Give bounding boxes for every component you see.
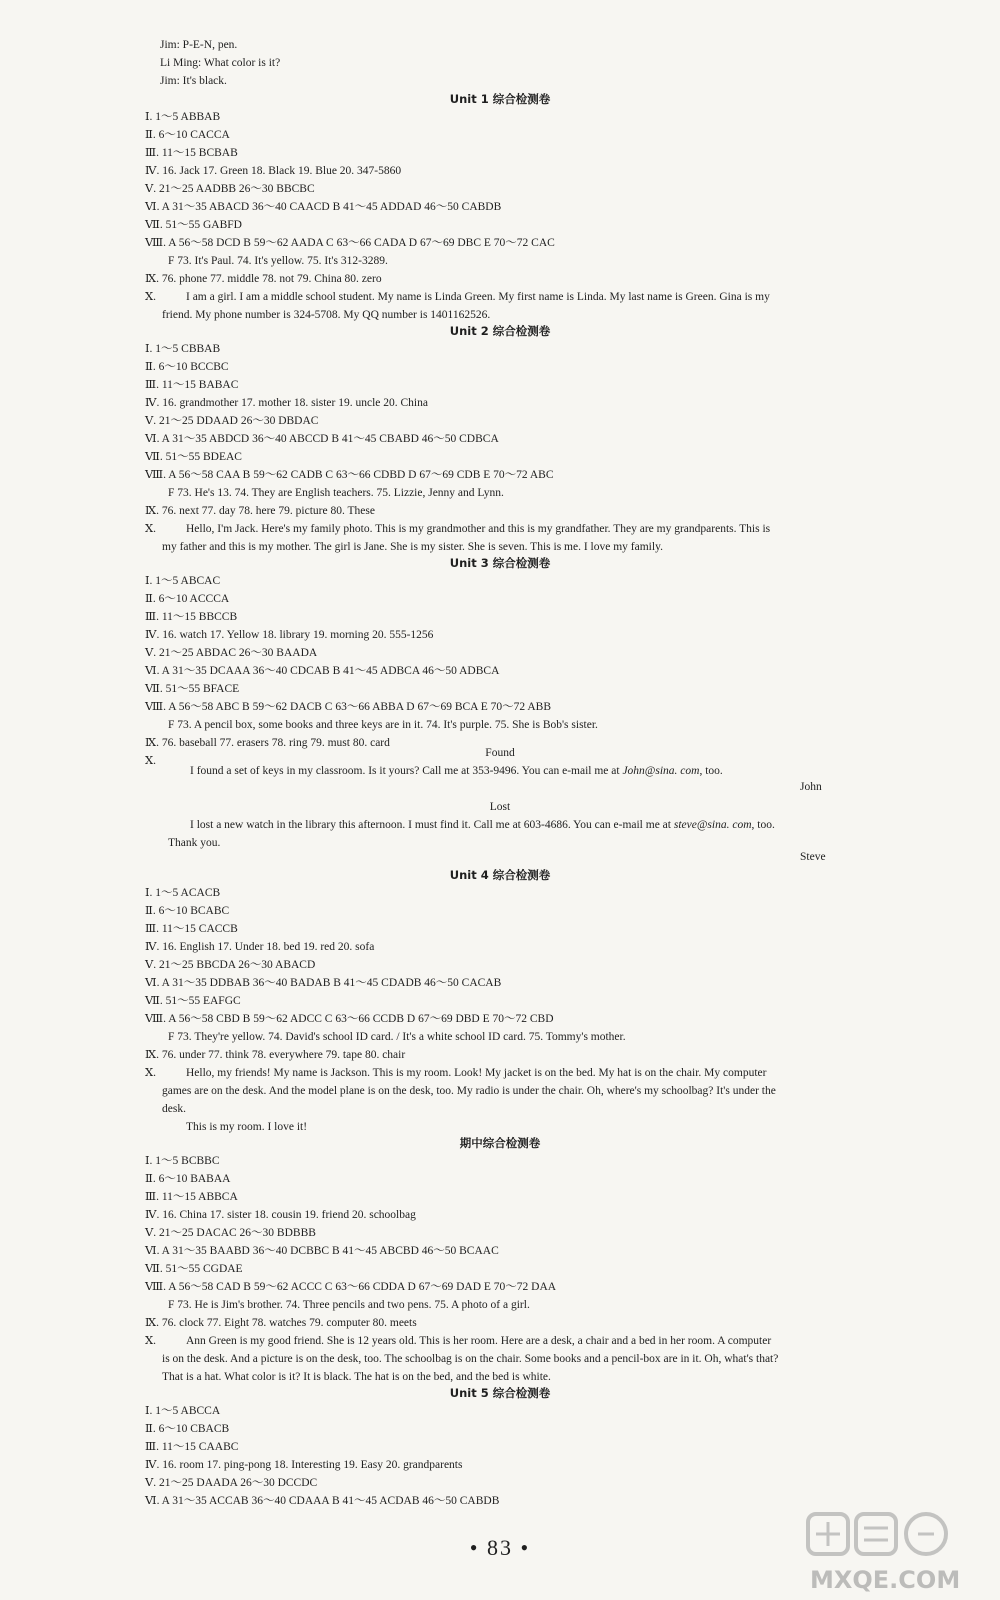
answer-line: Ⅴ. 21～25 BBCDA 26～30 ABACD — [145, 959, 316, 971]
notice-heading-found: Found — [485, 747, 515, 759]
writing-line: Thank you. — [168, 837, 221, 849]
answer-line: Ⅳ. 16. watch 17. Yellow 18. library 19. morning 20. 555-1256 — [145, 629, 434, 641]
answer-line: Ⅷ. A 56～58 CAD B 59～62 ACCC C 63～66 CDDA D 67～69 DAD E 70～72 DAA — [145, 1281, 557, 1293]
answer-line: Ⅰ. 1～5 BCBBC — [145, 1155, 220, 1167]
answer-line: F 73. He's 13. 74. They are English teachers. 75. Lizzie, Jenny and Lynn. — [168, 487, 504, 499]
answer-line: Ⅷ. A 56～58 CAA B 59～62 CADB C 63～66 CDBD D 67～69 CDB E 70～72 ABC — [145, 469, 554, 481]
writing-label: Ⅹ. — [145, 755, 157, 767]
answer-line: Ⅵ. A 31～35 DCAAA 36～40 CDCAB B 41～45 ADBCA 46～50 ADBCA — [145, 665, 500, 677]
writing-line: my father and this is my mother. The girl is Jane. She is my sister. She is seven. This is me. I love my family. — [162, 541, 663, 553]
answer-line: Ⅸ. 76. baseball 77. erasers 78. ring 79. must 80. card — [145, 737, 390, 749]
page-number: • 83 • — [469, 1535, 531, 1560]
answer-line: Ⅶ. 51～55 CGDAE — [145, 1263, 243, 1275]
writing-label: Ⅹ. — [145, 523, 157, 535]
answer-line: Ⅵ. A 31～35 DDBAB 36～40 BADAB B 41～45 CDADB 46～50 CACAB — [145, 977, 502, 989]
answer-line: Ⅱ. 6～10 BCABC — [145, 905, 230, 917]
answer-line: Ⅴ. 21～25 DACAC 26～30 BDBBB — [145, 1227, 316, 1239]
answer-line: F 73. He is Jim's brother. 74. Three pencils and two pens. 75. A photo of a girl. — [168, 1299, 530, 1311]
answer-line: Ⅲ. 11～15 ABBCA — [145, 1191, 238, 1203]
answer-line: Ⅰ. 1～5 ABBAB — [145, 111, 221, 123]
answer-line: F 73. A pencil box, some books and three keys are in it. 74. It's purple. 75. She is Bob's sister. — [168, 719, 598, 731]
answer-line: Ⅳ. 16. grandmother 17. mother 18. sister 19. uncle 20. China — [145, 397, 428, 409]
answer-line: Ⅱ. 6～10 CBACB — [145, 1423, 230, 1435]
answer-line: Ⅳ. 16. room 17. ping-pong 18. Interesting 19. Easy 20. grandparents — [145, 1459, 463, 1471]
writing-line: desk. — [162, 1103, 186, 1115]
answer-line: Ⅰ. 1～5 ABCAC — [145, 575, 221, 587]
answer-line: Ⅶ. 51～55 GABFD — [145, 219, 242, 231]
answer-line: Ⅱ. 6～10 BABAA — [145, 1173, 231, 1185]
writing-line: Ann Green is my good friend. She is 12 years old. This is her room. Here are a desk, a chair and a bed in her room. A computer — [186, 1335, 772, 1347]
answer-line: Ⅱ. 6～10 CACCA — [145, 129, 230, 141]
section-title-unit-1: Unit 1 综合检测卷 — [449, 92, 551, 106]
watermark-text: MXQE.COM — [810, 1566, 961, 1594]
answer-line: F 73. It's Paul. 74. It's yellow. 75. It's 312-3289. — [168, 255, 388, 267]
writing-line: This is my room. I love it! — [186, 1121, 308, 1133]
signature-john: John — [800, 781, 822, 793]
answer-line: Ⅸ. 76. phone 77. middle 78. not 79. China 80. zero — [145, 273, 382, 285]
signature-steve: Steve — [800, 851, 826, 863]
answer-line: Ⅶ. 51～55 BFACE — [145, 683, 240, 695]
answer-line: Ⅲ. 11～15 CACCB — [145, 923, 238, 935]
answer-line: Ⅴ. 21～25 ABDAC 26～30 BAADA — [145, 647, 318, 659]
watermark-logo-icon — [800, 1508, 990, 1598]
writing-label: Ⅹ. — [145, 1335, 157, 1347]
answer-line: Ⅵ. A 31～35 ABACD 36～40 CAACD B 41～45 ADDAD 46～50 CABDB — [145, 201, 502, 213]
answer-line: Ⅲ. 11～15 BCBAB — [145, 147, 238, 159]
writing-line: games are on the desk. And the model plane is on the desk, too. My radio is under the chair. Oh, where's my schoolbag? It's under the — [162, 1085, 776, 1097]
answer-line: Ⅷ. A 56～58 ABC B 59～62 DACB C 63～66 ABBA D 67～69 BCA E 70～72 ABB — [145, 701, 551, 713]
answer-line: Ⅴ. 21～25 DAADA 26～30 DCCDC — [145, 1477, 318, 1489]
answer-line: Ⅷ. A 56～58 DCD B 59～62 AADA C 63～66 CADA D 67～69 DBC E 70～72 CAC — [145, 237, 555, 249]
answer-line: Ⅶ. 51～55 EAFGC — [145, 995, 241, 1007]
answer-line: Ⅵ. A 31～35 ACCAB 36～40 CDAAA B 41～45 ACDAB 46～50 CABDB — [145, 1495, 500, 1507]
writing-label: Ⅹ. — [145, 291, 157, 303]
writing-line: That is a hat. What color is it? It is black. The hat is on the bed, and the bed is white. — [162, 1371, 551, 1383]
writing-line: is on the desk. And a picture is on the desk, too. The schoolbag is on the chair. Some books and a pencil-box are in it. Oh, what's that? — [162, 1353, 779, 1365]
answer-line: Ⅷ. A 56～58 CBD B 59～62 ADCC C 63～66 CCDB D 67～69 DBD E 70～72 CBD — [145, 1013, 554, 1025]
section-title-unit-2: Unit 2 综合检测卷 — [449, 324, 551, 338]
intro-line: Jim: P-E-N, pen. — [160, 39, 238, 51]
writing-line: Hello, I'm Jack. Here's my family photo. This is my grandmother and this is my grandfather. They are my grandparents. This is — [186, 523, 771, 535]
answer-line: Ⅲ. 11～15 CAABC — [145, 1441, 239, 1453]
section-title-midterm: 期中综合检测卷 — [459, 1136, 541, 1150]
writing-line: Hello, my friends! My name is Jackson. This is my room. Look! My jacket is on the bed. My hat is on the chair. My computer — [186, 1067, 767, 1079]
answer-line: Ⅳ. 16. English 17. Under 18. bed 19. red 20. sofa — [145, 941, 375, 953]
answer-line: Ⅰ. 1～5 CBBAB — [145, 343, 221, 355]
writing-line: I lost a new watch in the library this afternoon. I must find it. Call me at 603-4686. You can e-mail me at steve@sina. com, too. — [190, 819, 775, 831]
answer-line: Ⅲ. 11～15 BBCCB — [145, 611, 238, 623]
answer-line: Ⅵ. A 31～35 BAABD 36～40 DCBBC B 41～45 ABCBD 46～50 BCAAC — [145, 1245, 499, 1257]
answer-line: Ⅸ. 76. under 77. think 78. everywhere 79. tape 80. chair — [145, 1049, 406, 1061]
answer-line: Ⅶ. 51～55 BDEAC — [145, 451, 242, 463]
writing-line: friend. My phone number is 324-5708. My QQ number is 1401162526. — [162, 309, 491, 321]
writing-line: I am a girl. I am a middle school student. My name is Linda Green. My first name is Linda. My last name is Green. Gina is my — [186, 291, 770, 303]
writing-label: Ⅹ. — [145, 1067, 157, 1079]
notice-heading-lost: Lost — [489, 801, 511, 813]
answer-line: Ⅱ. 6～10 BCCBC — [145, 361, 229, 373]
intro-line: Jim: It's black. — [160, 75, 227, 87]
answer-line: F 73. They're yellow. 74. David's school ID card. / It's a white school ID card. 75. Tommy's mother. — [168, 1031, 626, 1043]
answer-line: Ⅲ. 11～15 BABAC — [145, 379, 239, 391]
answer-line: Ⅸ. 76. clock 77. Eight 78. watches 79. computer 80. meets — [145, 1317, 417, 1329]
answer-line: Ⅳ. 16. Jack 17. Green 18. Black 19. Blue 20. 347-5860 — [145, 165, 402, 177]
intro-line: Li Ming: What color is it? — [160, 57, 281, 69]
writing-line: I found a set of keys in my classroom. Is it yours? Call me at 353-9496. You can e-mail me at John@sina. com, too. — [190, 765, 723, 777]
answer-line: Ⅰ. 1～5 ACACB — [145, 887, 221, 899]
answer-line: Ⅵ. A 31～35 ABDCD 36～40 ABCCD B 41～45 CBABD 46～50 CDBCA — [145, 433, 499, 445]
section-title-unit-4: Unit 4 综合检测卷 — [449, 868, 551, 882]
section-title-unit-3: Unit 3 综合检测卷 — [449, 556, 551, 570]
answer-line: Ⅴ. 21～25 DDAAD 26～30 DBDAC — [145, 415, 319, 427]
answer-line: Ⅸ. 76. next 77. day 78. here 79. picture 80. These — [145, 505, 375, 517]
answer-line: Ⅱ. 6～10 ACCCA — [145, 593, 230, 605]
answer-line: Ⅴ. 21～25 AADBB 26～30 BBCBC — [145, 183, 315, 195]
answer-line: Ⅰ. 1～5 ABCCA — [145, 1405, 221, 1417]
answer-line: Ⅳ. 16. China 17. sister 18. cousin 19. friend 20. schoolbag — [145, 1209, 416, 1221]
section-title-unit-5: Unit 5 综合检测卷 — [449, 1386, 551, 1400]
